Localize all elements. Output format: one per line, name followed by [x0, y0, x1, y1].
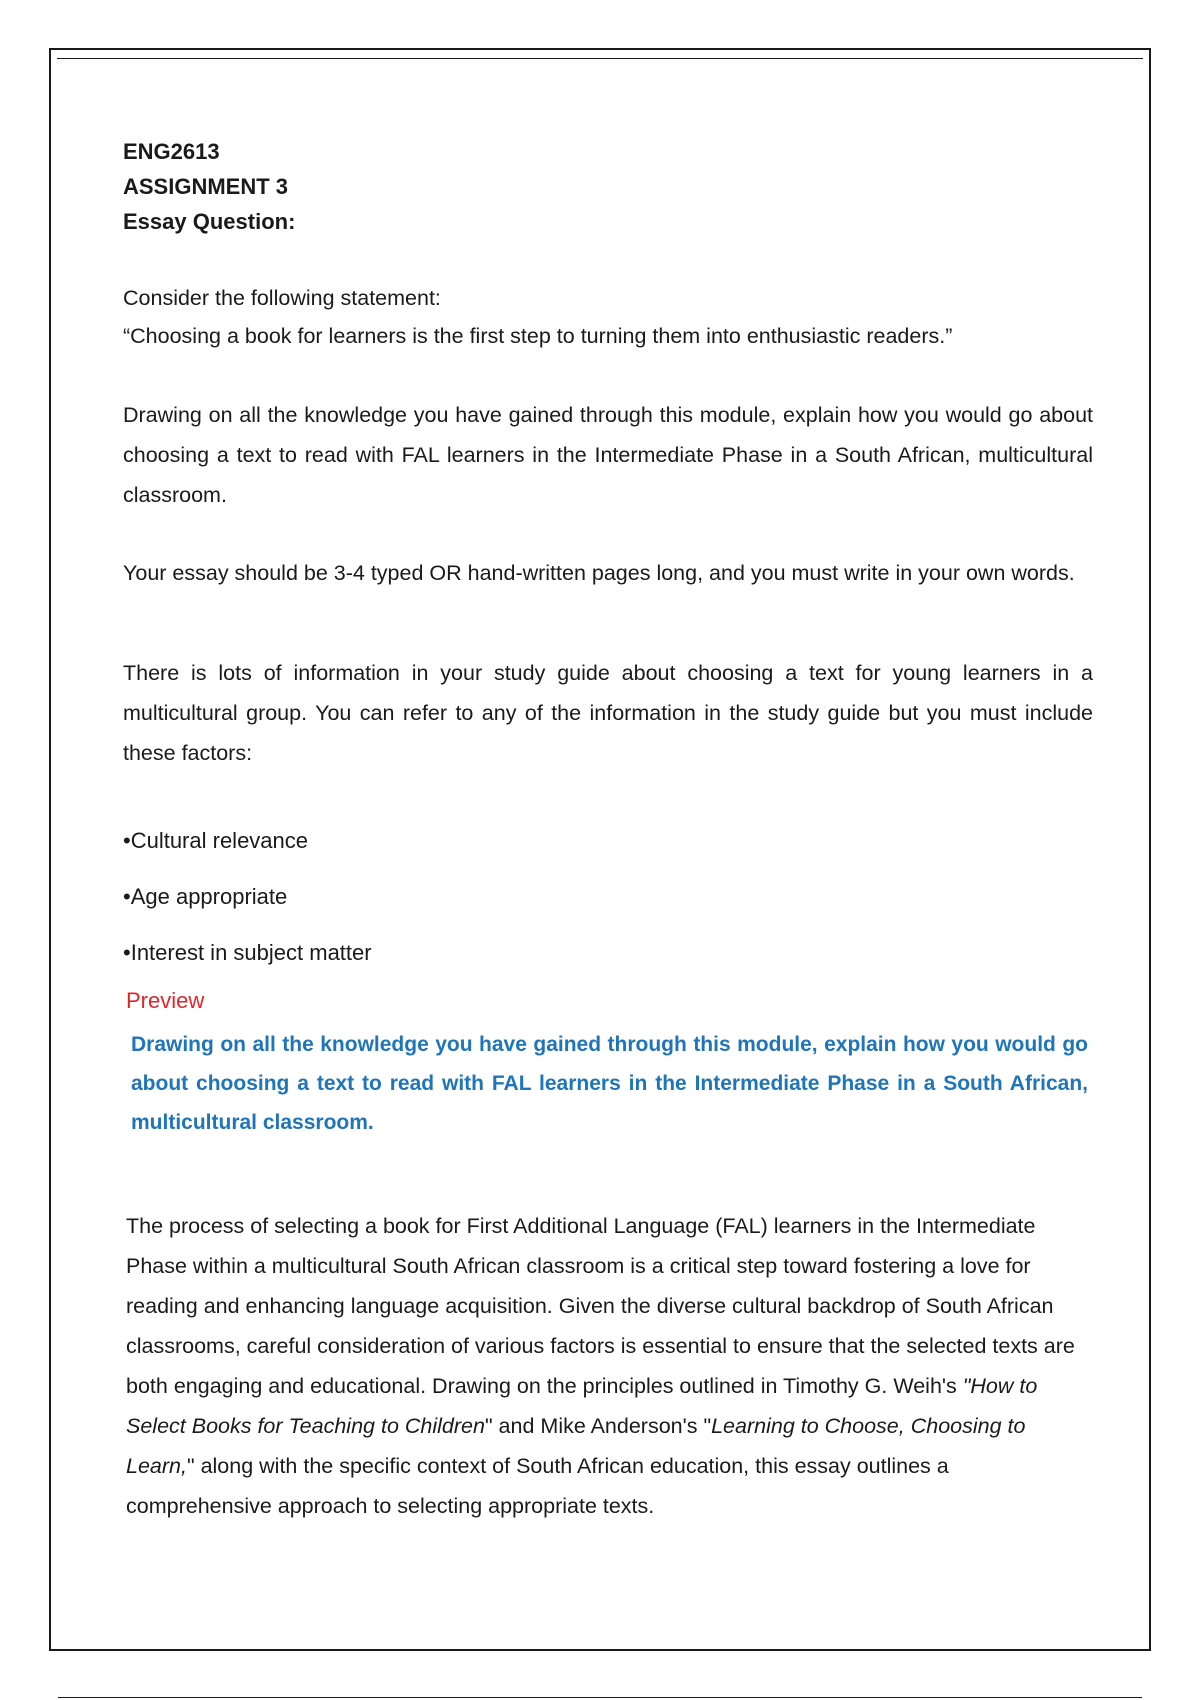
bottom-rule	[58, 1697, 1142, 1698]
length-paragraph: Your essay should be 3-4 typed OR hand-written pages long, and you must write in your own words.	[123, 561, 1075, 585]
course-code: ENG2613	[123, 139, 220, 164]
task-paragraph: Drawing on all the knowledge you have gained through this module, explain how you would go about choosing a text to read with FAL learners in the Intermediate Phase in a South African, multicultural classroom.	[123, 403, 1093, 507]
essay-text: " and Mike Anderson's "	[484, 1414, 712, 1438]
factor-list	[123, 813, 1093, 981]
top-rule	[57, 58, 1143, 59]
book-title-weih: "How to Select Books for Teaching to Children	[126, 1374, 1038, 1438]
factor-item: •Age appropriate	[123, 884, 288, 909]
factor-item: •Interest in subject matter	[123, 940, 372, 965]
book-title-anderson: Learning to Choose, Choosing to Learn,	[126, 1414, 1026, 1478]
info-paragraph: There is lots of information in your study guide about choosing a text for young learners in a multicultural group. You can refer to any of the information in the study guide but you must include these factors:	[123, 661, 1093, 765]
essay-text: The process of selecting a book for First Additional Language (FAL) learners in the Intermediate Phase within a multicultural South African classroom is a critical step toward fostering a love for reading and enhancing language acquisition. Given the diverse cultural backdrop of South African classrooms, careful consideration of various factors is essential to ensure that the selected texts are both engaging and educational. Drawing on the principles outlined in Timothy G. Weih's	[126, 1214, 1075, 1398]
quoted-statement: “Choosing a book for learners is the first step to turning them into enthusiastic readers.”	[123, 324, 953, 348]
essay-intro-paragraph	[126, 1206, 1086, 1526]
assignment-title: ASSIGNMENT 3	[123, 174, 289, 199]
essay-text: " along with the specific context of South African education, this essay outlines a comprehensive approach to selecting appropriate texts.	[126, 1454, 949, 1518]
factor-item: •Cultural relevance	[123, 828, 309, 853]
statement-intro: Consider the following statement:	[123, 286, 441, 310]
section-title: Essay Question:	[123, 209, 296, 234]
preview-label: Preview	[126, 988, 205, 1013]
preview-question: Drawing on all the knowledge you have gained through this module, explain how you would go about choosing a text to read with FAL learners in the Intermediate Phase in a South African, multicultural classroom.	[131, 1033, 1088, 1134]
document-body	[123, 134, 1093, 1526]
